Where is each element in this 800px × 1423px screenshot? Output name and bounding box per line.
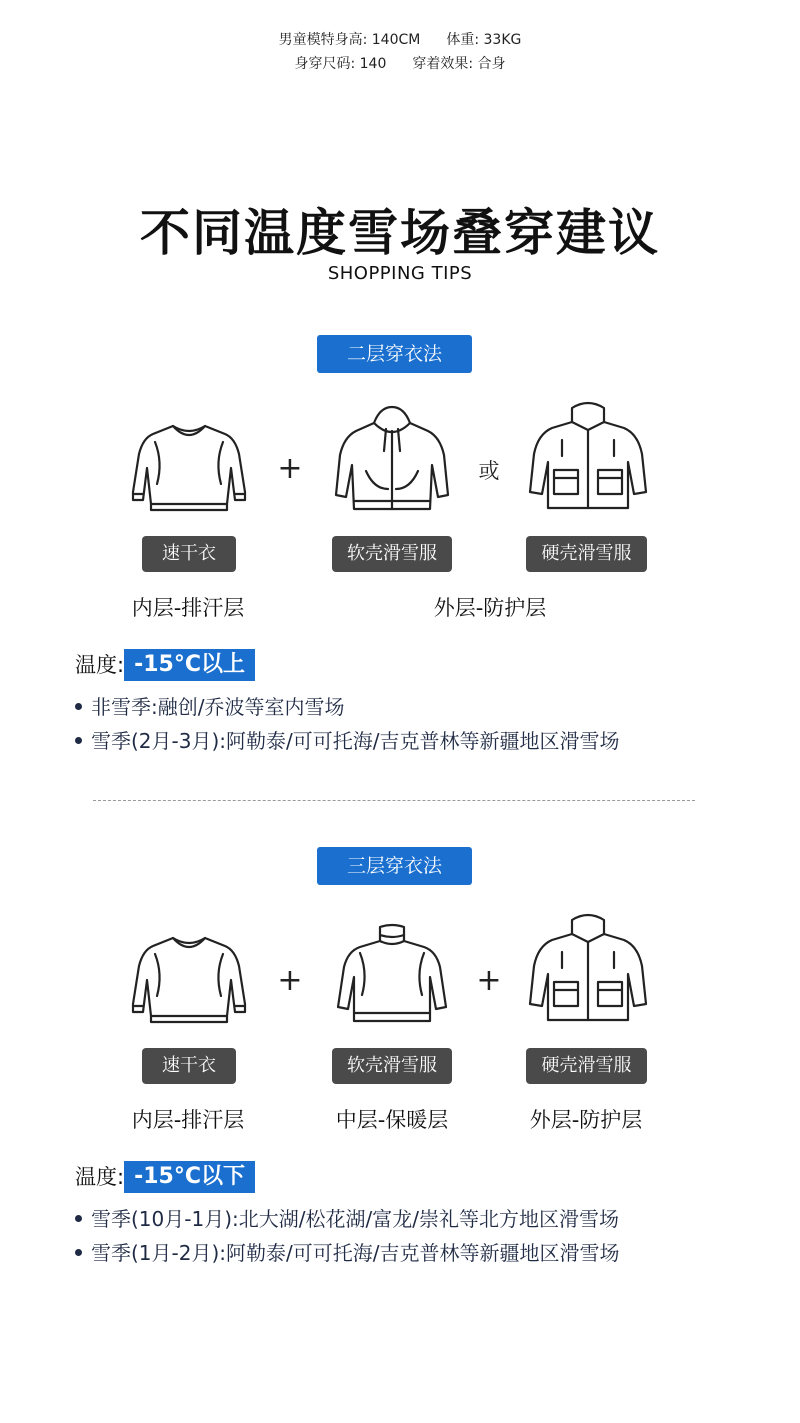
layer-label-inner: 内层-排汗层 (131, 596, 245, 620)
tag-softshell: 软壳滑雪服 (332, 1048, 452, 1084)
section-divider (93, 800, 695, 801)
temperature-value: -15°C以上 (124, 649, 255, 681)
section-badge-three-layer: 三层穿衣法 (317, 847, 472, 885)
turtleneck-sweater-icon (330, 917, 454, 1029)
model-size: 身穿尺码: 140 (294, 56, 387, 72)
temperature-value: -15°C以下 (124, 1161, 255, 1193)
or-label: 或 (478, 459, 500, 483)
model-fit: 穿着效果: 合身 (412, 56, 506, 72)
temperature-label: 温度: (75, 653, 125, 677)
temperature-row (75, 649, 255, 681)
layer-label-middle: 中层-保暖层 (335, 1108, 449, 1132)
tag-softshell: 软壳滑雪服 (332, 536, 452, 572)
page-title: 不同温度雪场叠穿建议 (140, 204, 660, 262)
ski-jacket-icon (526, 912, 650, 1024)
plus-icon: + (476, 963, 502, 998)
sweatshirt-icon (127, 412, 251, 524)
list-item: 非雪季:融创/乔波等室内雪场 (75, 692, 344, 722)
sweatshirt-icon (127, 924, 251, 1036)
bullet-icon (75, 1249, 82, 1256)
tag-quick-dry: 速干衣 (142, 1048, 236, 1084)
tag-hardshell: 硬壳滑雪服 (526, 536, 647, 572)
model-info-row-2 (0, 52, 800, 76)
model-height: 男童模特身高: 140CM (278, 32, 421, 48)
section-badge-two-layer: 二层穿衣法 (317, 335, 472, 373)
bullet-icon (75, 737, 82, 744)
tag-hardshell: 硬壳滑雪服 (526, 1048, 647, 1084)
bullet-icon (75, 1215, 82, 1222)
model-info (0, 28, 800, 76)
plus-icon: + (277, 451, 303, 486)
list-item: 雪季(10月-1月):北大湖/松花湖/富龙/崇礼等北方地区滑雪场 (75, 1204, 619, 1234)
temperature-row (75, 1161, 255, 1193)
bullet-icon (75, 703, 82, 710)
plus-icon: + (277, 963, 303, 998)
model-weight: 体重: 33KG (446, 32, 522, 48)
layer-label-outer: 外层-防护层 (529, 1108, 643, 1132)
hoodie-jacket-icon (330, 405, 454, 517)
model-info-row-1 (0, 28, 800, 52)
layer-label-outer: 外层-防护层 (433, 596, 547, 620)
page-subtitle: SHOPPING TIPS (327, 263, 473, 284)
list-item: 雪季(1月-2月):阿勒泰/可可托海/吉克普林等新疆地区滑雪场 (75, 1238, 620, 1268)
tag-quick-dry: 速干衣 (142, 536, 236, 572)
list-item: 雪季(2月-3月):阿勒泰/可可托海/吉克普林等新疆地区滑雪场 (75, 726, 620, 756)
layer-label-inner: 内层-排汗层 (131, 1108, 245, 1132)
ski-jacket-icon (526, 400, 650, 512)
temperature-label: 温度: (75, 1165, 125, 1189)
